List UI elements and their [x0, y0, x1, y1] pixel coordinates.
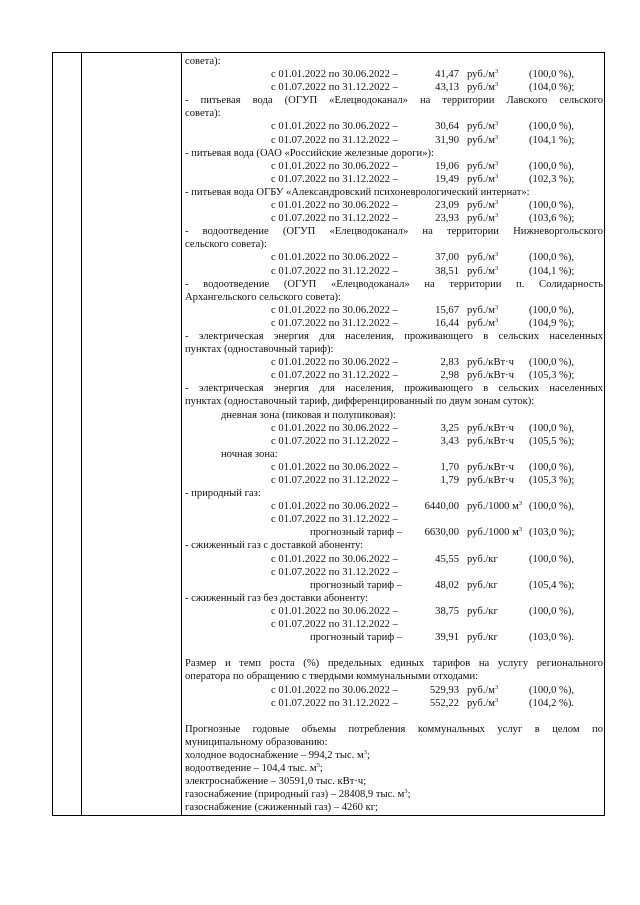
tariff-unit	[467, 160, 498, 173]
text-line	[185, 107, 603, 120]
tariff-value: 30,64	[435, 121, 459, 133]
tariff-value: 6440,00	[424, 501, 459, 513]
tariff-period: с 01.01.2022 по 30.06.2022 –	[271, 200, 398, 212]
paragraph-text: совета):	[185, 108, 221, 120]
tariff-period: прогнозный тариф –	[310, 527, 403, 539]
text-line	[185, 317, 603, 330]
tariff-unit	[467, 631, 498, 644]
tariff-unit	[467, 356, 514, 369]
tariff-value: 3,43	[440, 435, 459, 447]
unit-exponent: 3	[495, 316, 499, 324]
tariff-unit	[467, 304, 498, 317]
text-line	[185, 618, 603, 631]
tariff-unit	[467, 199, 498, 212]
tariff-period: с 01.07.2022 по 31.12.2022 –	[271, 435, 398, 447]
tariff-unit	[467, 461, 514, 474]
tariff-unit	[467, 605, 498, 618]
tariff-period: с 01.07.2022 по 31.12.2022 –	[271, 173, 398, 185]
tariff-period: с 01.07.2022 по 31.12.2022 –	[271, 566, 398, 578]
tariff-unit	[467, 500, 522, 513]
tariff-value: 529,93	[429, 684, 459, 696]
unit-exponent: 3	[495, 696, 499, 704]
paragraph-text: совета):	[185, 56, 221, 67]
unit-text: руб./1000 м	[467, 501, 519, 513]
unit-text: руб./кВт·ч	[467, 357, 514, 369]
unit-text: руб./м	[467, 134, 495, 146]
unit-exponent: 3	[495, 133, 499, 141]
tariff-value: 15,67	[435, 304, 459, 316]
paragraph-text: Прогнозные годовые объемы потребления коммунальных услуг в целом по	[185, 723, 603, 735]
text-line	[185, 566, 603, 579]
paragraph-text: электроснабжение – 30591,0 тыс. кВт·ч;	[185, 776, 367, 788]
unit-text: руб./кВт·ч	[467, 461, 514, 473]
text-line	[185, 657, 603, 670]
growth-percent: (100,0 %),	[529, 684, 575, 696]
growth-percent: (105,3 %);	[529, 475, 575, 486]
tariff-period: с 01.01.2022 по 30.06.2022 –	[271, 553, 398, 565]
text-line	[185, 788, 603, 801]
tariff-value: 1,70	[440, 461, 459, 473]
unit-text: руб./м	[467, 173, 495, 185]
unit-exponent: 3	[404, 788, 408, 796]
text-line	[185, 55, 603, 68]
tariff-period: с 01.07.2022 по 31.12.2022 –	[271, 619, 398, 631]
tariff-value: 552,22	[429, 697, 459, 709]
text-line	[185, 461, 603, 474]
volume-item	[185, 749, 370, 762]
tariff-period: с 01.07.2022 по 31.12.2022 –	[271, 213, 398, 225]
unit-exponent: 3	[495, 68, 499, 76]
unit-text: руб./м	[467, 252, 495, 264]
tariff-period: с 01.01.2022 по 30.06.2022 –	[271, 357, 398, 369]
column-divider-2	[181, 53, 182, 815]
unit-text: руб./м	[467, 317, 495, 329]
tariff-period: с 01.07.2022 по 31.12.2022 –	[271, 370, 398, 382]
growth-percent: (100,0 %),	[529, 461, 575, 473]
growth-percent: (102,3 %);	[529, 173, 575, 185]
tariff-value: 19,06	[435, 160, 459, 172]
unit-exponent: 3	[495, 120, 499, 128]
paragraph-text: - сжиженный газ без доставки абоненту:	[185, 592, 368, 604]
text-line	[185, 238, 603, 251]
tariff-value: 1,79	[440, 475, 459, 486]
growth-percent: (104,1 %);	[529, 265, 575, 277]
text-line	[185, 291, 603, 304]
text-line	[185, 134, 603, 147]
unit-exponent: 3	[363, 748, 367, 756]
tariff-value: 48,02	[435, 579, 459, 591]
text-line	[185, 422, 603, 435]
unit-text: руб./кВт·ч	[467, 435, 514, 447]
growth-percent: (100,0 %),	[529, 160, 575, 172]
growth-percent: (100,0 %),	[529, 252, 575, 264]
text-line	[185, 278, 603, 291]
tariff-value: 43,13	[435, 82, 459, 94]
unit-exponent: 3	[316, 762, 320, 770]
tariff-unit	[467, 697, 498, 710]
text-line	[185, 356, 603, 369]
tariff-value: 2,83	[440, 357, 459, 369]
unit-text: руб./кг	[467, 553, 498, 565]
growth-percent: (100,0 %),	[529, 501, 575, 513]
text-line	[185, 435, 603, 448]
paragraph-text: муниципальному образованию:	[185, 736, 328, 748]
text-line	[185, 343, 603, 356]
tariff-period: с 01.07.2022 по 31.12.2022 –	[271, 134, 398, 146]
tariff-period: с 01.07.2022 по 31.12.2022 –	[271, 82, 398, 94]
text-line	[185, 697, 603, 710]
text-line	[185, 369, 603, 382]
text-line	[185, 526, 603, 539]
unit-text: руб./кВт·ч	[467, 422, 514, 434]
growth-percent: (100,0 %),	[529, 200, 575, 212]
tariff-period: с 01.07.2022 по 31.12.2022 –	[271, 475, 398, 486]
growth-percent: (100,0 %),	[529, 357, 575, 369]
tariff-period: прогнозный тариф –	[310, 579, 403, 591]
paragraph-text: - природный газ:	[185, 488, 261, 500]
text-line	[185, 330, 603, 343]
volume-text: газоснабжение (природный газ) – 28408,9 тыс. м	[185, 789, 405, 801]
unit-text: руб./кВт·ч	[467, 370, 514, 382]
tariff-period: с 01.01.2022 по 30.06.2022 –	[271, 461, 398, 473]
volume-text: холодное водоснабжение – 994,2 тыс. м	[185, 749, 364, 761]
text-line	[185, 801, 603, 814]
zone-heading: дневная зона (пиковая и полупиковая):	[221, 409, 396, 421]
text-line	[185, 749, 603, 762]
text-line	[185, 68, 603, 81]
tariff-unit	[467, 684, 498, 697]
unit-text: руб./м	[467, 200, 495, 212]
text-line	[185, 579, 603, 592]
tariff-period: с 01.01.2022 по 30.06.2022 –	[271, 252, 398, 264]
text-line	[185, 173, 603, 186]
volume-item	[185, 788, 411, 801]
tariff-unit	[467, 120, 498, 133]
tariff-unit	[467, 81, 498, 94]
volume-text: водоотведение – 104,4 тыс. м	[185, 763, 317, 775]
tariff-value: 23,93	[435, 213, 459, 225]
unit-text: руб./м	[467, 69, 495, 81]
text-line	[185, 684, 603, 697]
paragraph-text: газоснабжение (сжиженный газ) – 4260 кг;	[185, 802, 378, 814]
growth-percent: (100,0 %),	[529, 605, 575, 617]
blank-line	[185, 710, 603, 723]
tariff-value: 41,47	[435, 69, 459, 81]
zone-heading: ночная зона:	[221, 448, 278, 460]
unit-text: руб./м	[467, 213, 495, 225]
tariff-period: с 01.07.2022 по 31.12.2022 –	[271, 514, 398, 526]
column-divider-1	[81, 53, 82, 815]
tariff-period: с 01.01.2022 по 30.06.2022 –	[271, 69, 398, 81]
tariff-period: с 01.01.2022 по 30.06.2022 –	[271, 121, 398, 133]
tariff-value: 38,75	[435, 605, 459, 617]
paragraph-text: Архангельского сельского совета):	[185, 291, 341, 303]
growth-percent: (100,0 %),	[529, 553, 575, 565]
tariff-period: с 01.01.2022 по 30.06.2022 –	[271, 605, 398, 617]
growth-percent: (103,6 %);	[529, 213, 575, 225]
tariff-value: 31,90	[435, 134, 459, 146]
text-line	[185, 147, 603, 160]
tariff-unit	[467, 526, 522, 539]
punctuation: ;	[407, 789, 411, 801]
unit-exponent: 3	[518, 500, 523, 508]
paragraph-text: - питьевая вода (ОАО «Российские железные дороги»):	[185, 147, 434, 159]
text-line	[185, 631, 603, 644]
paragraph-text: Размер и темп роста (%) предельных единых тарифов на услугу регионального	[185, 658, 603, 670]
tariff-value: 37,00	[435, 252, 459, 264]
tariff-value: 19,49	[435, 173, 459, 185]
tariff-value: 16,44	[435, 317, 459, 329]
paragraph-text: - водоотведение (ОГУП «Елецводоканал» на территории Нижневоргольского	[185, 226, 603, 238]
unit-text: руб./кВт·ч	[467, 475, 514, 486]
growth-percent: (100,0 %),	[529, 69, 575, 81]
tariff-value: 45,55	[435, 553, 459, 565]
growth-percent: (105,3 %);	[529, 370, 575, 382]
tariff-unit	[467, 265, 498, 278]
tariff-period: с 01.01.2022 по 30.06.2022 –	[271, 304, 398, 316]
text-line	[185, 553, 603, 566]
tariff-period: с 01.07.2022 по 31.12.2022 –	[271, 697, 398, 709]
unit-exponent: 3	[495, 159, 499, 167]
paragraph-text: - питьевая вода (ОГУП «Елецводоканал» на территории Лавского сельского	[185, 95, 603, 107]
text-line	[185, 539, 603, 552]
document-table	[52, 52, 605, 816]
text-line	[185, 395, 603, 408]
tariff-unit	[467, 553, 498, 566]
growth-percent: (104,1 %);	[529, 134, 575, 146]
paragraph-text: пунктах (одноставочный тариф, дифференцированный по двум зонам суток):	[185, 396, 535, 408]
volume-item	[185, 762, 323, 775]
text-line	[185, 265, 603, 278]
tariff-period: с 01.07.2022 по 31.12.2022 –	[271, 265, 398, 277]
growth-percent: (103,0 %);	[529, 527, 575, 539]
tariff-unit	[467, 134, 498, 147]
growth-percent: (104,9 %);	[529, 317, 575, 329]
unit-text: руб./м	[467, 121, 495, 133]
text-line	[185, 81, 603, 94]
paragraph-text: - сжиженный газ с доставкой абоненту:	[185, 540, 364, 552]
unit-exponent: 3	[495, 81, 499, 89]
text-line	[185, 120, 603, 133]
tariff-unit	[467, 369, 514, 382]
tariff-unit	[467, 422, 514, 435]
growth-percent: (103,0 %).	[529, 632, 575, 644]
text-line	[185, 212, 603, 225]
growth-percent: (100,0 %),	[529, 304, 575, 316]
tariff-period: с 01.07.2022 по 31.12.2022 –	[271, 317, 398, 329]
unit-text: руб./м	[467, 82, 495, 94]
paragraph-text: - водоотведение (ОГУП «Елецводоканал» на территории п. Солидарность	[185, 278, 603, 290]
tariff-value: 2,98	[440, 370, 459, 382]
paragraph-text: - питьевая вода ОГБУ «Александровский психоневрологический интернат»:	[185, 186, 530, 198]
unit-exponent: 3	[495, 251, 499, 259]
unit-text: руб./кг	[467, 579, 498, 591]
unit-text: руб./м	[467, 160, 495, 172]
text-line	[185, 723, 603, 736]
text-line	[185, 251, 603, 264]
tariff-value: 3,25	[440, 422, 459, 434]
text-line	[185, 186, 603, 199]
tariff-period: с 01.01.2022 по 30.06.2022 –	[271, 160, 398, 172]
tariff-value: 38,51	[435, 265, 459, 277]
blank-line	[185, 644, 603, 657]
punctuation: ;	[366, 749, 370, 761]
tariff-period: с 01.01.2022 по 30.06.2022 –	[271, 422, 398, 434]
text-line	[185, 474, 603, 487]
paragraph-text: - электрическая энергия для населения, проживающего в сельских населенных	[185, 383, 603, 395]
text-line	[185, 382, 603, 395]
text-line	[185, 592, 603, 605]
text-line	[185, 487, 603, 500]
paragraph-text: пунктах (одноставочный тариф):	[185, 344, 334, 356]
text-line	[185, 225, 603, 238]
text-line	[185, 670, 603, 683]
paragraph-text: оператора по обращению с твердыми коммунальными отходами:	[185, 671, 479, 683]
text-line	[185, 409, 603, 422]
unit-text: руб./кг	[467, 605, 498, 617]
unit-exponent: 3	[518, 526, 523, 534]
unit-text: руб./м	[467, 265, 495, 277]
tariff-value: 6630,00	[424, 527, 459, 539]
unit-exponent: 3	[495, 683, 499, 691]
unit-text: руб./м	[467, 697, 495, 709]
unit-exponent: 3	[495, 264, 499, 272]
text-line	[185, 513, 603, 526]
paragraph-text: сельского совета):	[185, 239, 267, 251]
unit-text: руб./м	[467, 684, 495, 696]
growth-percent: (105,4 %);	[529, 579, 575, 591]
text-line	[185, 160, 603, 173]
punctuation: ;	[319, 763, 323, 775]
tariff-unit	[467, 68, 498, 81]
unit-text: руб./кг	[467, 632, 498, 644]
tariff-period: с 01.01.2022 по 30.06.2022 –	[271, 501, 398, 513]
text-line	[185, 775, 603, 788]
tariff-period: прогнозный тариф –	[310, 632, 403, 644]
text-line	[185, 736, 603, 749]
tariff-unit	[467, 251, 498, 264]
text-line	[185, 500, 603, 513]
tariff-unit	[467, 435, 514, 448]
growth-percent: (104,2 %).	[529, 697, 575, 709]
tariff-value: 39,91	[435, 632, 459, 644]
tariff-unit	[467, 579, 498, 592]
tariff-unit	[467, 317, 498, 330]
growth-percent: (100,0 %),	[529, 422, 575, 434]
text-line	[185, 605, 603, 618]
tariff-value: 23,09	[435, 200, 459, 212]
tariff-unit	[467, 173, 498, 186]
tariff-unit	[467, 212, 498, 225]
unit-exponent: 3	[495, 303, 499, 311]
paragraph-text: - электрическая энергия для населения, проживающего в сельских населенных	[185, 330, 603, 342]
tariff-text-cell	[185, 55, 603, 814]
text-line	[185, 199, 603, 212]
text-line	[185, 448, 603, 461]
text-line	[185, 304, 603, 317]
unit-exponent: 3	[495, 199, 499, 207]
text-line	[185, 762, 603, 775]
unit-exponent: 3	[495, 172, 499, 180]
tariff-unit	[467, 474, 514, 487]
unit-text: руб./м	[467, 304, 495, 316]
unit-text: руб./1000 м	[467, 527, 519, 539]
tariff-period: с 01.01.2022 по 30.06.2022 –	[271, 684, 398, 696]
text-line	[185, 94, 603, 107]
growth-percent: (104,0 %);	[529, 82, 575, 94]
growth-percent: (105,5 %);	[529, 435, 575, 447]
unit-exponent: 3	[495, 212, 499, 220]
growth-percent: (100,0 %),	[529, 121, 575, 133]
